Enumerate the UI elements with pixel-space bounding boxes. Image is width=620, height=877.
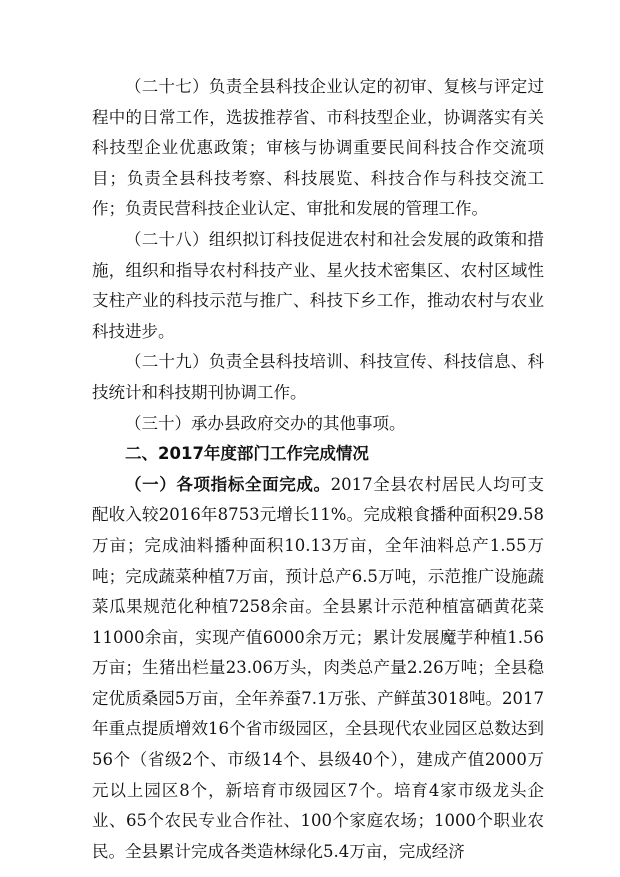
subsection-lead: （一）各项指标全面完成。 (125, 474, 331, 494)
paragraph-item-27: （二十七）负责全县科技企业认定的初审、复核与评定过程中的日常工作，选拔推荐省、市科技型企业，协调落实有关科技型企业优惠政策；审核与协调重要民间科技合作交流项目；负责全县科技考察、科技展览、科技合作与科技交流工作；负责民营科技企业认定、审批和发展的管理工作。 (92, 77, 544, 219)
paragraph-item-30: （三十）承办县政府交办的其他事项。 (125, 413, 406, 433)
subsection-body: 2017全县农村居民人均可支配收入较2016年8753元增长11%。完成粮食播种面积29.58万亩；完成油料播种面积10.13万亩，全年油料总产1.55万吨；完成蔬菜种植7万亩，预计总产6.5万吨，示范推广设施蔬菜瓜果规范化种植7258余亩。全县累计示范种植富硒黄花菜11000余亩，实现产值6000余万元；累计发展魔芋种植1.56万亩；生猪出栏量23.06万头，肉类总产量2.26万吨；全县稳定优质桑园5万亩，全年养蚕7.1万张、产鲜茧3018吨。2017年重点提质增效16个省市级园区，全县现代农业园区总数达到56个（省级2个、市级14个、县级40个），建成产值2000万元以上园区8个，新培育市级园区7个。培育4家市级龙头企业、65个农民专业合作社、100个家庭农场；1000个职业农民。全县累计完成各类造林绿化5.4万亩，完成经济 (92, 474, 544, 861)
document-body (92, 72, 544, 867)
paragraph-item-28: （二十八）组织拟订科技促进农村和社会发展的政策和措施，组织和指导农村科技产业、星火技术密集区、农村区域性支柱产业的科技示范与推广、科技下乡工作，推动农村与农业科技进步。 (92, 229, 544, 341)
subsection-paragraph (92, 470, 544, 868)
section-heading: 二、2017年度部门工作完成情况 (125, 444, 369, 464)
paragraph-item-29: （二十九）负责全县科技培训、科技宣传、科技信息、科技统计和科技期刊协调工作。 (92, 352, 544, 402)
